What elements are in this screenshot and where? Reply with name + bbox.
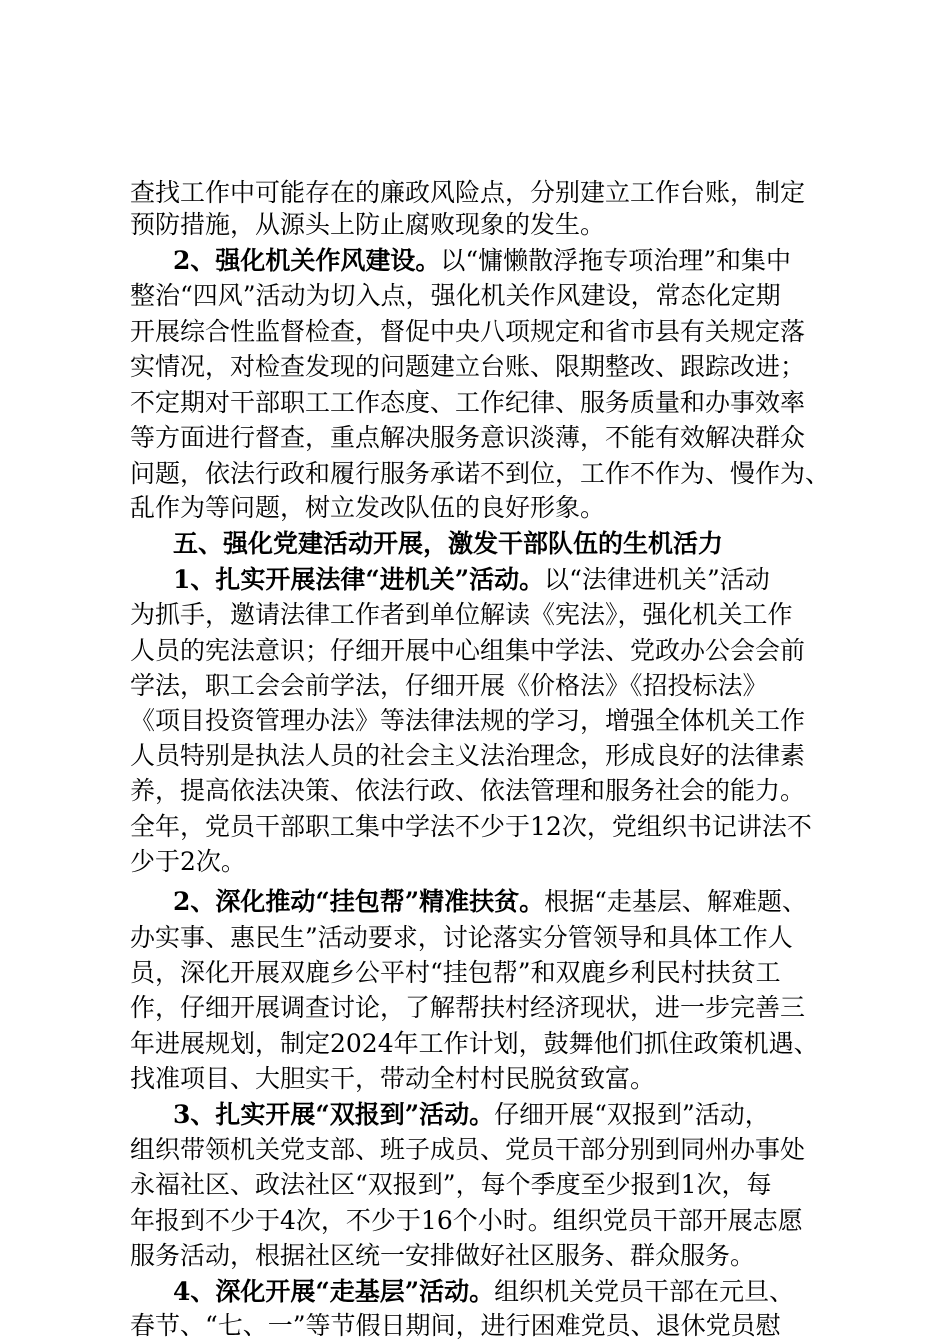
paragraph-line: 问题，依法行政和履行服务承诺不到位，工作不作为、慢作为、: [130, 459, 830, 488]
paragraph-line: 预防措施，从源头上防止腐败现象的发生。: [130, 210, 606, 239]
paragraph-line: 《项目投资管理办法》等法律法规的学习，增强全体机关工作: [130, 706, 806, 735]
item-heading: 3、扎实开展“双报到”活动。: [173, 1100, 495, 1129]
paragraph-line: 少于2次。: [130, 847, 246, 876]
paragraph-line: 作，仔细开展调查讨论，了解帮扶村经济现状，进一步完善三: [130, 993, 806, 1022]
paragraph-line: 人员的宪法意识；仔细开展中心组集中学法、党政办公会会前: [130, 636, 806, 665]
paragraph-line: 年进展规划，制定2024年工作计划，鼓舞他们抓住政策机遇、: [130, 1029, 819, 1058]
item-heading: 1、扎实开展法律“进机关”活动。: [173, 565, 545, 594]
paragraph-line: 永福社区、政法社区“双报到”，每个季度至少报到1次，每: [130, 1170, 772, 1199]
section-item-2-line: 2、深化推动“挂包帮”精准扶贫。根据“走基层、解难题、: [173, 887, 807, 916]
paragraph-line: 开展综合性监督检查，督促中央八项规定和省市县有关规定落: [130, 317, 806, 346]
paragraph-line: 养，提高依法决策、依法行政、依法管理和服务社会的能力。: [130, 776, 806, 805]
paragraph-line: 等方面进行督查，重点解决服务意识淡薄，不能有效解决群众: [130, 423, 806, 452]
paragraph-line: 年报到不少于4次，不少于16个小时。组织党员干部开展志愿: [130, 1206, 803, 1235]
paragraph-line: 服务活动，根据社区统一安排做好社区服务、群众服务。: [130, 1241, 756, 1270]
paragraph-line: 员，深化开展双鹿乡公平村“挂包帮”和双鹿乡利民村扶贫工: [130, 958, 781, 987]
paragraph-line: 办实事、惠民生”活动要求，讨论落实分管领导和具体工作人: [130, 923, 793, 952]
paragraph-line: 查找工作中可能存在的廉政风险点，分别建立工作台账，制定: [130, 178, 806, 207]
paragraph-line: 人员特别是执法人员的社会主义法治理念，形成良好的法律素: [130, 741, 806, 770]
section-item-2-line: 2、强化机关作风建设。以“慵懒散浮拖专项治理”和集中: [173, 246, 791, 275]
paragraph-line: 组织带领机关党支部、班子成员、党员干部分别到同州办事处: [130, 1135, 806, 1164]
item-heading: 2、强化机关作风建设。: [173, 246, 441, 275]
paragraph-line: 学法，职工会会前学法，仔细开展《价格法》《招投标法》: [130, 671, 768, 700]
paragraph-line: 实情况，对检查发现的问题建立台账、限期整改、跟踪改进；: [130, 352, 806, 381]
paragraph-line: 为抓手，邀请法律工作者到单位解读《宪法》，强化机关工作: [130, 600, 793, 629]
paragraph-line: 乱作为等问题，树立发改队伍的良好形象。: [130, 493, 606, 522]
section-item-4-line: 4、深化开展“走基层”活动。组织机关党员干部在元旦、: [173, 1277, 795, 1306]
section-heading-5: 五、强化党建活动开展，激发干部队伍的生机活力: [173, 529, 724, 558]
section-item-3-line: 3、扎实开展“双报到”活动。仔细开展“双报到”活动，: [173, 1100, 770, 1129]
paragraph-line: 不定期对干部职工工作态度、工作纪律、服务质量和办事效率: [130, 388, 806, 417]
item-heading: 2、深化推动“挂包帮”精准扶贫。: [173, 887, 545, 916]
item-heading: 4、深化开展“走基层”活动。: [173, 1277, 495, 1306]
section-item-1-line: 1、扎实开展法律“进机关”活动。以“法律进机关”活动: [173, 565, 770, 594]
paragraph-line: 全年，党员干部职工集中学法不少于12次，党组织书记讲法不: [130, 812, 812, 841]
paragraph-line: 整治“四风”活动为切入点，强化机关作风建设，常态化定期: [130, 281, 781, 310]
paragraph-line: 春节、“七、一”等节假日期间，进行困难党员、退休党员慰: [130, 1311, 781, 1340]
paragraph-line: 找准项目、大胆实干，带动全村村民脱贫致富。: [130, 1064, 656, 1093]
